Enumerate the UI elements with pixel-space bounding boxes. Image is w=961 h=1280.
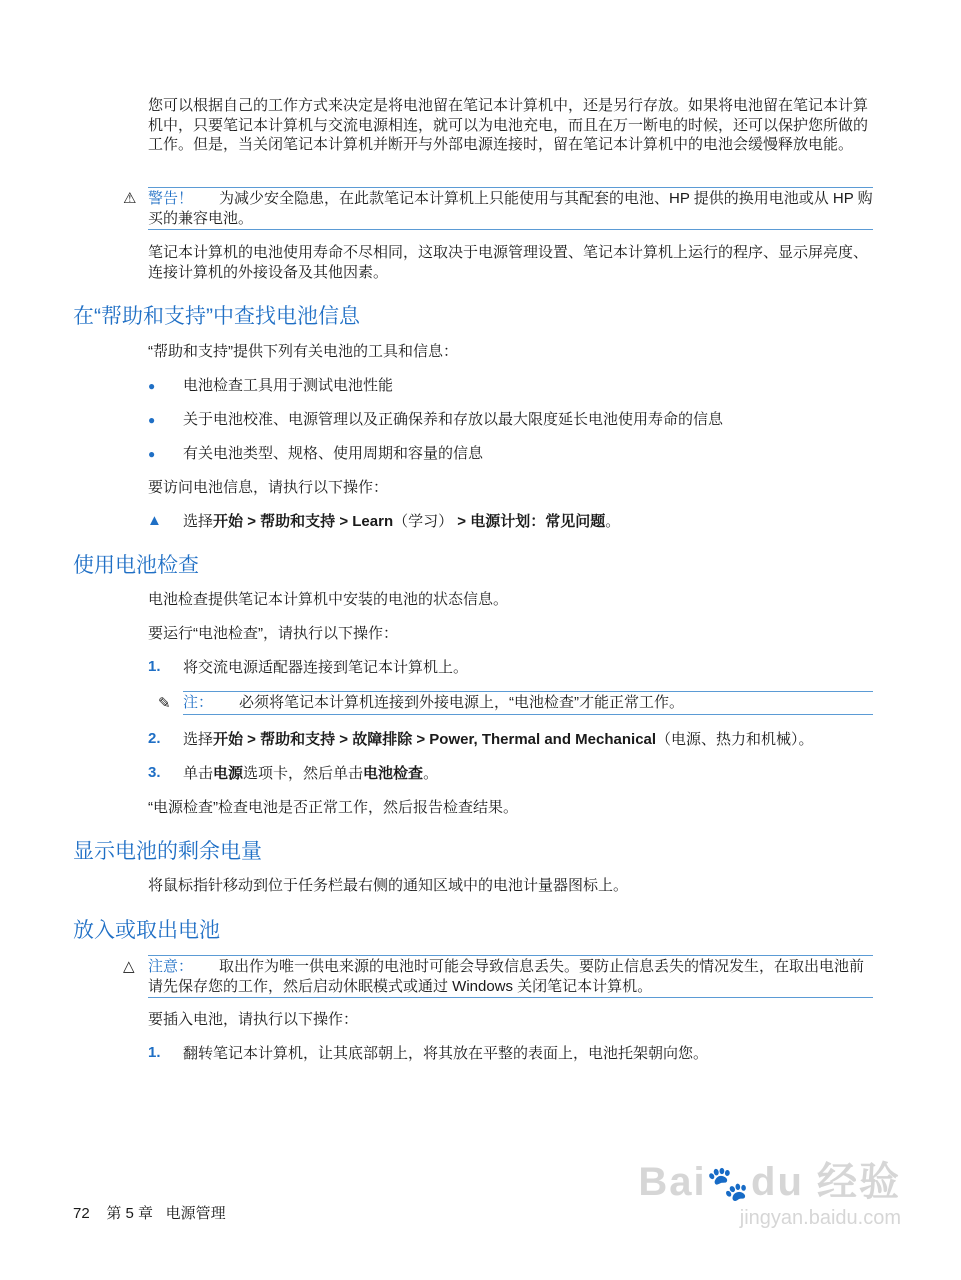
warning-label: 警告！ bbox=[148, 190, 194, 207]
section-heading: 放入或取出电池 bbox=[73, 919, 220, 942]
section-heading: 显示电池的剩余电量 bbox=[73, 840, 262, 863]
list-item: 有关电池类型、规格、使用周期和容量的信息 bbox=[183, 445, 484, 462]
paragraph: 要访问电池信息，请执行以下操作： bbox=[148, 479, 389, 496]
step-number: 1. bbox=[148, 1044, 161, 1061]
warning-text: 为减少安全隐患，在此款笔记本计算机上只能使用与其配套的电池、HP 提供的换用电池或从 HP 购买的兼容电池。 bbox=[148, 190, 873, 227]
step-item: 选择开始 > 帮助和支持 > Learn（学习） > 电源计划：常见问题。 bbox=[183, 513, 621, 530]
caution-text: 取出作为唯一供电来源的电池时可能会导致信息丢失。要防止信息丢失的情况发生，在取出电池前请先保存您的工作，然后启动休眠模式或通过 Windows 关闭笔记本计算机。 bbox=[148, 958, 865, 995]
section-heading: 在“帮助和支持”中查找电池信息 bbox=[73, 305, 360, 328]
step-item: 翻转笔记本计算机，让其底部朝上，将其放在平整的表面上，电池托架朝向您。 bbox=[183, 1045, 709, 1062]
chapter-label: 第 5 章 bbox=[106, 1205, 154, 1222]
note-box bbox=[183, 691, 873, 715]
caution-box bbox=[148, 955, 873, 998]
list-item: 关于电池校准、电源管理以及正确保养和存放以最大限度延长电池使用寿命的信息 bbox=[183, 411, 724, 428]
bullet-icon: ● bbox=[148, 447, 156, 461]
step-item: 选择开始 > 帮助和支持 > 故障排除 > Power, Thermal and Mechanical（电源、热力和机械）。 bbox=[183, 731, 814, 748]
baidu-watermark-logo: Bai🐾du 经验 jingyan.baidu.com bbox=[638, 1160, 901, 1229]
page-number: 72 bbox=[73, 1205, 90, 1222]
intro-paragraph: 您可以根据自己的工作方式来决定是将电池留在笔记本计算机中，还是另行存放。如果将电池留在笔记本计算机中，只要笔记本计算机与交流电源相连，就可以为电池充电，而且在万一断电的时候，还可以保护您所做的工作。但是，当关闭笔记本计算机并断开与外部电源连接时，留在笔记本计算机中的电池会缓慢释放电能。 bbox=[148, 97, 869, 153]
section-heading: 使用电池检查 bbox=[73, 554, 199, 577]
battery-life-paragraph: 笔记本计算机的电池使用寿命不尽相同，这取决于电源管理设置、笔记本计算机上运行的程序、显示屏亮度、连接计算机的外接设备及其他因素。 bbox=[148, 244, 869, 281]
paragraph: 要插入电池，请执行以下操作： bbox=[148, 1011, 359, 1028]
paragraph: “电源检查”检查电池是否正常工作，然后报告检查结果。 bbox=[148, 799, 518, 816]
step-number: 2. bbox=[148, 730, 161, 747]
note-text: 必须将笔记本计算机连接到外接电源上，“电池检查”才能正常工作。 bbox=[239, 694, 685, 711]
paragraph: 要运行“电池检查”，请执行以下操作： bbox=[148, 625, 398, 642]
caution-icon: △ bbox=[123, 958, 135, 975]
chapter-title: 电源管理 bbox=[165, 1205, 226, 1222]
note-label: 注： bbox=[183, 694, 214, 711]
paragraph: “帮助和支持”提供下列有关电池的工具和信息： bbox=[148, 343, 458, 360]
step-number: 1. bbox=[148, 658, 161, 675]
note-icon: ✎ bbox=[158, 695, 171, 712]
bullet-icon: ● bbox=[148, 413, 156, 427]
step-item: 将交流电源适配器连接到笔记本计算机上。 bbox=[183, 659, 469, 676]
step-item: 单击电源选项卡，然后单击电池检查。 bbox=[183, 765, 439, 782]
list-item: 电池检查工具用于测试电池性能 bbox=[183, 377, 394, 394]
bullet-icon: ● bbox=[148, 379, 156, 393]
page-footer bbox=[73, 1202, 226, 1223]
watermark-url: jingyan.baidu.com bbox=[739, 1207, 901, 1229]
warning-box bbox=[148, 187, 873, 230]
paragraph: 将鼠标指针移动到位于任务栏最右侧的通知区域中的电池计量器图标上。 bbox=[148, 877, 629, 894]
step-number: 3. bbox=[148, 764, 161, 781]
caution-label: 注意： bbox=[148, 958, 194, 975]
paragraph: 电池检查提供笔记本计算机中安装的电池的状态信息。 bbox=[148, 591, 509, 608]
step-triangle-icon: ▲ bbox=[147, 512, 162, 529]
warning-icon: ⚠ bbox=[123, 190, 137, 207]
